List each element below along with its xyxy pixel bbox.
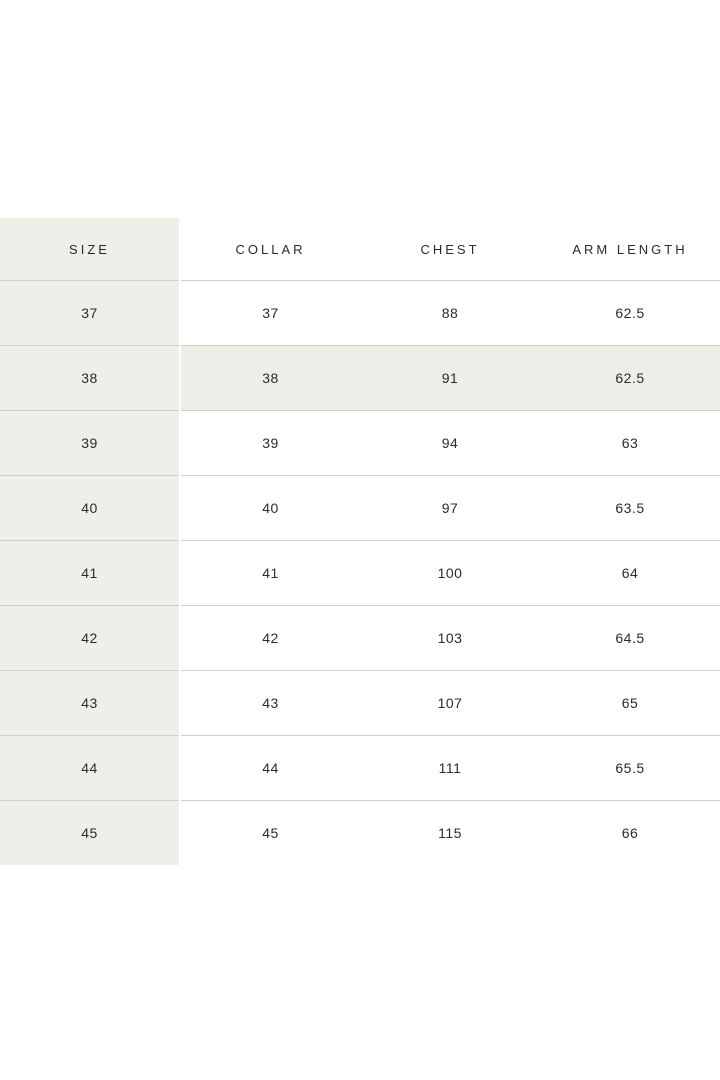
cell-arm_length: 62.5 [615, 305, 645, 321]
cell-arm_length: 65 [621, 695, 639, 711]
cell-arm_length: 62.5 [540, 346, 720, 411]
cell-collar: 37 [262, 305, 279, 321]
cell-chest: 94 [441, 435, 459, 451]
cell-arm_length: 64 [621, 565, 639, 581]
cell-collar: 45 [262, 825, 279, 841]
cell-arm_length: 65.5 [615, 760, 645, 776]
table-row-size-38 [0, 346, 720, 411]
column-header-chest: CHEST [420, 241, 480, 257]
table-row-size-44 [0, 736, 720, 801]
cell-size: 44 [0, 736, 180, 801]
size-guide-table [0, 218, 720, 865]
table-row-size-40 [0, 476, 720, 541]
cell-collar: 40 [262, 500, 279, 516]
table-row-size-45 [0, 801, 720, 866]
cell-chest: 111 [438, 760, 462, 776]
table-header-row [0, 218, 720, 281]
cell-size: 45 [0, 801, 180, 866]
cell-size: 38 [0, 346, 180, 411]
table-header [0, 218, 720, 281]
column-header-size: SIZE [0, 218, 180, 281]
cell-collar: 38 [180, 346, 360, 411]
cell-chest: 91 [360, 346, 540, 411]
cell-collar: 43 [262, 695, 279, 711]
cell-arm_length: 63.5 [615, 500, 645, 516]
cell-collar: 44 [262, 760, 279, 776]
cell-collar: 41 [262, 565, 279, 581]
cell-size: 37 [0, 281, 180, 346]
table-row-size-43 [0, 671, 720, 736]
cell-chest: 97 [441, 500, 459, 516]
column-header-arm_length: ARM LENGTH [572, 241, 688, 257]
table-body [0, 281, 720, 866]
cell-collar: 39 [262, 435, 279, 451]
cell-size: 41 [0, 541, 180, 606]
table-row-size-37 [0, 281, 720, 346]
cell-size: 42 [0, 606, 180, 671]
table-row-size-39 [0, 411, 720, 476]
cell-size: 40 [0, 476, 180, 541]
cell-chest: 107 [437, 695, 463, 711]
cell-arm_length: 63 [621, 435, 639, 451]
cell-chest: 100 [437, 565, 463, 581]
cell-arm_length: 64.5 [615, 630, 645, 646]
table-row-size-42 [0, 606, 720, 671]
cell-arm_length: 66 [621, 825, 639, 841]
cell-chest: 88 [441, 305, 459, 321]
cell-size: 43 [0, 671, 180, 736]
column-header-collar: COLLAR [235, 241, 306, 257]
cell-chest: 115 [438, 825, 462, 841]
table-row-size-41 [0, 541, 720, 606]
cell-collar: 42 [262, 630, 279, 646]
cell-size: 39 [0, 411, 180, 476]
cell-chest: 103 [437, 630, 463, 646]
